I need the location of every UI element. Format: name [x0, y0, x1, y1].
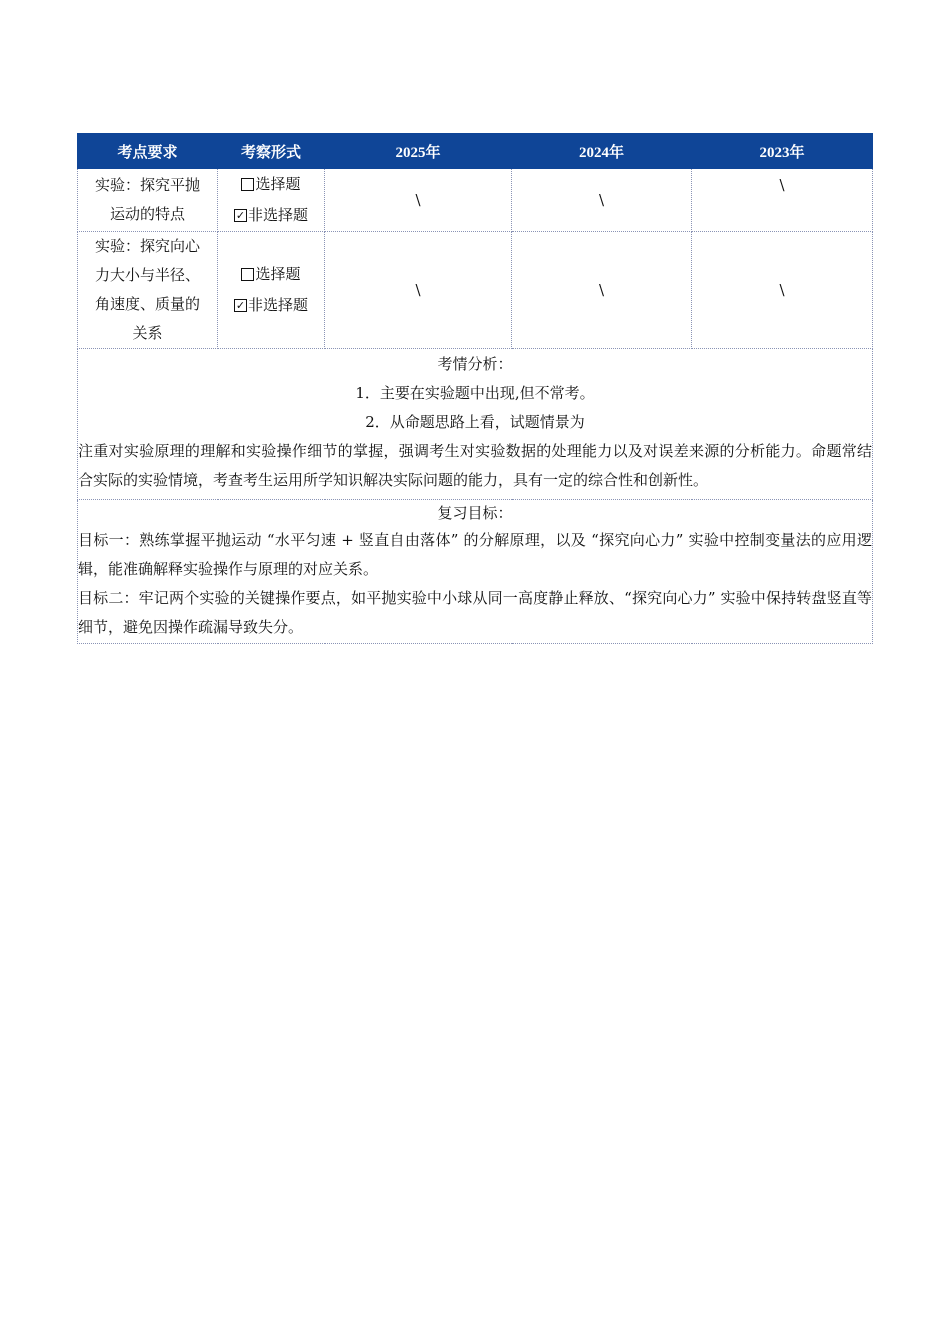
year-2023-cell: \: [692, 169, 873, 232]
analysis-item-2: 2．从命题思路上看，试题情景为: [365, 413, 585, 431]
option-label: 非选择题: [247, 206, 308, 224]
option-label: 非选择题: [247, 296, 308, 314]
checked-box-icon: ✓: [235, 208, 246, 222]
year-2025-cell: \: [325, 169, 512, 232]
topic-line: 运动的特点: [109, 205, 185, 223]
analysis-title: 考情分析：: [437, 355, 513, 373]
unchecked-box-icon: [241, 268, 254, 281]
checked-box-icon: ✓: [235, 298, 246, 312]
exam-summary-sheet: [77, 133, 872, 644]
topic-line: 实验：探究平抛: [94, 176, 200, 194]
review-goal-1: 目标一：熟练掌握平抛运动 “水平匀速 + 竖直自由落体” 的分解原理，以及 “探究向心力” 实验中控制变量法的应用逻辑，能准确解释实验操作与原理的对应关系。: [78, 531, 872, 578]
topic-cell: [78, 169, 218, 232]
option-choice: [218, 259, 324, 290]
form-cell: [218, 232, 325, 349]
header-year-2023: 2023年: [692, 134, 873, 169]
year-2024-cell: \: [512, 232, 692, 349]
topic-cell: [78, 232, 218, 349]
option-choice: [218, 169, 324, 200]
review-goal-2: 目标二：牢记两个实验的关键操作要点，如平抛实验中小球从同一高度静止释放、“探究向心力” 实验中保持转盘竖直等细节，避免因操作疏漏导致失分。: [78, 589, 872, 636]
analysis-body: 注重对实验原理的理解和实验操作细节的掌握，强调考生对实验数据的处理能力以及对误差来源的分析能力。命题常结合实际的实验情境，考查考生运用所学知识解决实际问题的能力，具有一定的综合性和创新性。: [78, 442, 872, 489]
analysis-row: [78, 349, 873, 500]
review-row: [78, 500, 873, 644]
table-row: [78, 169, 873, 232]
topic-line: 力大小与半径、: [94, 266, 200, 284]
option-non-choice: [218, 200, 324, 231]
topic-line: 角速度、质量的: [94, 295, 200, 313]
review-title: 复习目标：: [437, 504, 513, 522]
form-cell: [218, 169, 325, 232]
header-year-2025: 2025年: [325, 134, 512, 169]
exam-table: [77, 133, 873, 644]
unchecked-box-icon: [241, 178, 254, 191]
header-year-2024: 2024年: [512, 134, 692, 169]
header-topic: 考点要求: [78, 134, 218, 169]
topic-line: 关系: [132, 324, 163, 342]
option-non-choice: [218, 290, 324, 321]
year-2024-cell: \: [512, 169, 692, 232]
table-row: [78, 232, 873, 349]
review-section: [78, 500, 873, 644]
header-form: 考察形式: [218, 134, 325, 169]
option-label: 选择题: [255, 175, 301, 193]
year-2023-cell: \: [692, 232, 873, 349]
analysis-section: [78, 349, 873, 500]
analysis-item-1: 1．主要在实验题中出现,但不常考。: [355, 384, 595, 402]
topic-line: 实验：探究向心: [94, 237, 200, 255]
year-2025-cell: \: [325, 232, 512, 349]
option-label: 选择题: [255, 265, 301, 283]
table-header-row: [78, 134, 873, 169]
